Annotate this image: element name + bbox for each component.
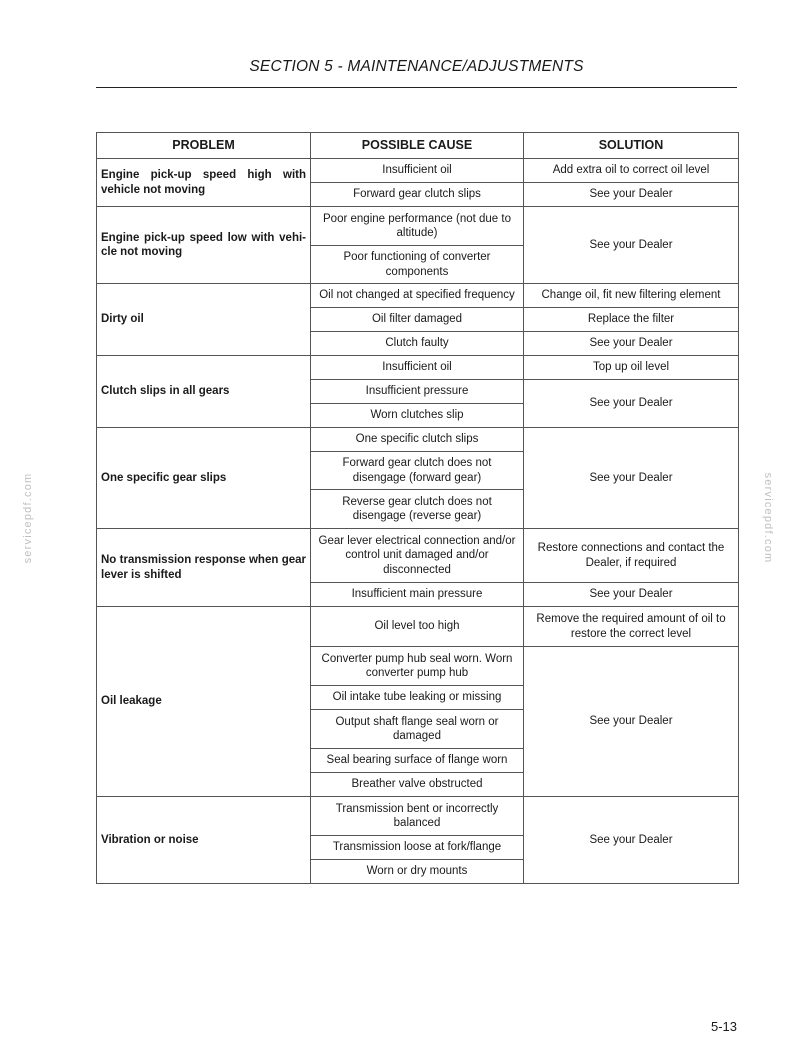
column-header-problem: PROBLEM	[97, 133, 311, 159]
table-row	[97, 159, 739, 183]
cause-cell: Output shaft flange seal worn or damaged	[311, 710, 524, 749]
solution-cell: See your Dealer	[524, 380, 739, 428]
table-row	[97, 529, 739, 583]
solution-cell: See your Dealer	[524, 183, 739, 207]
solution-cell: See your Dealer	[524, 332, 739, 356]
cause-cell: Forward gear clutch slips	[311, 183, 524, 207]
cause-cell: Poor functioning of converter components	[311, 246, 524, 284]
table-row	[97, 284, 739, 308]
problem-cell: No transmission response when gear lever is shifted	[97, 529, 311, 607]
problem-cell: Vibration or noise	[97, 797, 311, 884]
cause-cell: Insufficient pressure	[311, 380, 524, 404]
solution-cell: See your Dealer	[524, 428, 739, 529]
cause-cell: Poor engine performance (not due to altitude)	[311, 207, 524, 246]
header-rule	[96, 87, 737, 88]
cause-cell: One specific clutch slips	[311, 428, 524, 452]
solution-cell: Change oil, fit new filtering element	[524, 284, 739, 308]
table-row	[97, 356, 739, 380]
cause-cell: Worn clutches slip	[311, 404, 524, 428]
cause-cell: Insufficient oil	[311, 356, 524, 380]
cause-cell: Clutch faulty	[311, 332, 524, 356]
cause-cell: Oil filter damaged	[311, 308, 524, 332]
problem-cell: Engine pick-up speed low with vehi-cle not moving	[97, 207, 311, 284]
problem-cell: Oil leakage	[97, 607, 311, 797]
solution-cell: Replace the filter	[524, 308, 739, 332]
cause-cell: Transmission loose at fork/flange	[311, 836, 524, 860]
cause-cell: Seal bearing surface of flange worn	[311, 749, 524, 773]
table-row	[97, 207, 739, 246]
cause-cell: Transmission bent or incorrectly balanced	[311, 797, 524, 836]
cause-cell: Insufficient main pressure	[311, 583, 524, 607]
column-header-cause: POSSIBLE CAUSE	[311, 133, 524, 159]
cause-cell: Insufficient oil	[311, 159, 524, 183]
table-row	[97, 797, 739, 836]
problem-cell: Clutch slips in all gears	[97, 356, 311, 428]
solution-cell: See your Dealer	[524, 647, 739, 797]
page-number: 5-13	[710, 1019, 737, 1034]
cause-cell: Converter pump hub seal worn. Worn converter pump hub	[311, 647, 524, 686]
solution-cell: Add extra oil to correct oil level	[524, 159, 739, 183]
troubleshooting-table	[96, 132, 739, 884]
table-row	[97, 428, 739, 452]
solution-cell: See your Dealer	[524, 797, 739, 884]
cause-cell: Gear lever electrical connection and/or control unit damaged and/or disconnected	[311, 529, 524, 583]
table-header-row	[97, 133, 739, 159]
cause-cell: Forward gear clutch does not disengage (forward gear)	[311, 452, 524, 490]
watermark-right: servicepdf.com	[762, 472, 774, 564]
cause-cell: Oil intake tube leaking or missing	[311, 686, 524, 710]
cause-cell: Breather valve obstructed	[311, 773, 524, 797]
table-row	[97, 607, 739, 647]
solution-cell: Remove the required amount of oil to restore the correct level	[524, 607, 739, 647]
cause-cell: Oil level too high	[311, 607, 524, 647]
section-header: SECTION 5 - MAINTENANCE/ADJUSTMENTS	[249, 58, 584, 75]
problem-cell: Engine pick-up speed high with vehicle not moving	[97, 159, 311, 207]
cause-cell: Oil not changed at specified frequency	[311, 284, 524, 308]
watermark-left: servicepdf.com	[22, 472, 34, 564]
solution-cell: See your Dealer	[524, 207, 739, 284]
solution-cell: See your Dealer	[524, 583, 739, 607]
problem-cell: One specific gear slips	[97, 428, 311, 529]
problem-cell: Dirty oil	[97, 284, 311, 356]
solution-cell: Restore connections and contact the Dealer, if required	[524, 529, 739, 583]
column-header-solution: SOLUTION	[524, 133, 739, 159]
solution-cell: Top up oil level	[524, 356, 739, 380]
cause-cell: Reverse gear clutch does not disengage (reverse gear)	[311, 490, 524, 529]
cause-cell: Worn or dry mounts	[311, 860, 524, 884]
